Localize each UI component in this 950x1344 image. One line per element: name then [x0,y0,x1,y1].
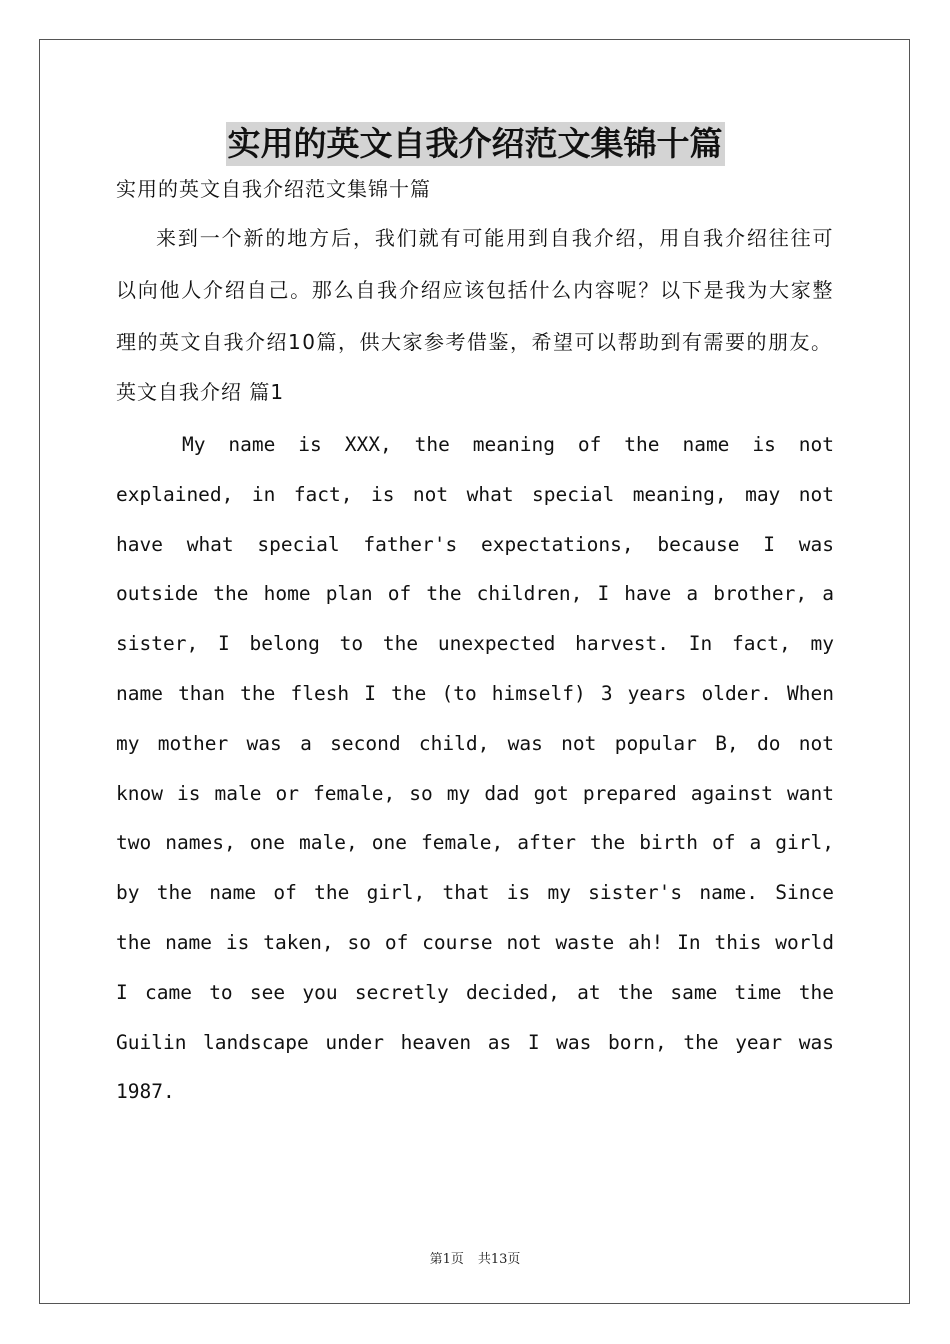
page-footer [0,1248,950,1267]
section-heading: 英文自我介绍 篇1 [116,380,285,404]
page-number: 第1页 [429,1252,464,1267]
intro-paragraph: 来到一个新的地方后，我们就有可能用到自我介绍，用自我介绍往往可以向他人介绍自己。那么自我介绍应该包括什么内容呢？以下是我为大家整理的英文自我介绍10篇，供大家参考借鉴，希望可以帮助到有需要的朋友。 [116,226,834,354]
page-total: 共13页 [477,1252,521,1267]
section-body-paragraph: My name is XXX, the meaning of the name is not explained, in fact, is not what special meaning, may not have what special father's expectations, because I was outside the home plan of the children, I have a brother, a sister, I belong to the unexpected harvest. In fact, my name than the flesh I the (to himself) 3 years older. When my mother was a second child, was not popular B, do not know is male or female, so my dad got prepared against want two names, one male, one female, after the birth of a girl, by the name of the girl, that is my sister's name. Since the name is taken, so of course not waste ah! In this world I came to see you secretly decided, at the same time the Guilin landscape under heaven as I was born, the year was 1987. [116,433,834,1104]
document-title-text: 实用的英文自我介绍范文集锦十篇 [226,122,725,166]
document-subtitle: 实用的英文自我介绍范文集锦十篇 [116,177,431,201]
document-title [116,122,834,174]
document-body [116,122,834,1117]
